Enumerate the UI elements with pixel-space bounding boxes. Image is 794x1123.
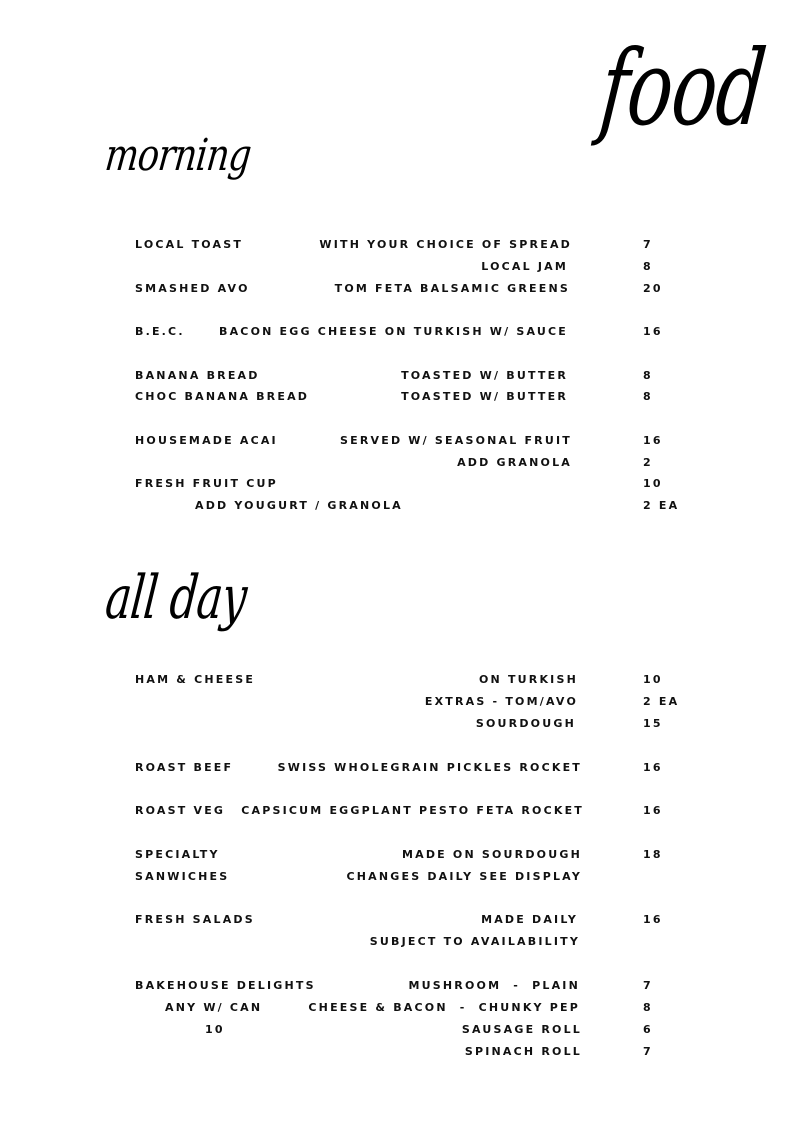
item-name: BAKEHOUSE DELIGHTS bbox=[135, 979, 316, 992]
item-description: TOASTED W/ BUTTER bbox=[401, 390, 568, 403]
item-description: SWISS WHOLEGRAIN PICKLES ROCKET bbox=[277, 761, 582, 774]
item-price: 16 bbox=[643, 325, 663, 338]
item-description: TOM FETA BALSAMIC GREENS bbox=[334, 282, 570, 295]
item-price: 15 bbox=[643, 717, 663, 730]
item-description: SOURDOUGH bbox=[475, 717, 576, 730]
item-description: CHEESE & BACON - CHUNKY PEP bbox=[308, 1001, 580, 1014]
item-price: 2 EA bbox=[643, 499, 680, 512]
item-price: 6 bbox=[643, 1023, 653, 1036]
item-price: 8 bbox=[643, 390, 653, 403]
item-price: 16 bbox=[643, 913, 663, 926]
item-name: ROAST VEG bbox=[135, 804, 226, 817]
allday-heading: all day bbox=[102, 563, 250, 633]
item-name: ROAST BEEF bbox=[135, 761, 234, 774]
item-name: FRESH FRUIT CUP bbox=[135, 477, 278, 490]
item-price: 2 bbox=[643, 456, 653, 469]
morning-heading: morning bbox=[102, 130, 254, 181]
item-price: 20 bbox=[643, 282, 663, 295]
item-description: MUSHROOM - PLAIN bbox=[408, 979, 580, 992]
item-price: 16 bbox=[643, 804, 663, 817]
item-name: FRESH SALADS bbox=[135, 913, 255, 926]
item-name: SANWICHES bbox=[135, 870, 230, 883]
item-price: 8 bbox=[643, 369, 653, 382]
item-description: EXTRAS - TOM/AVO bbox=[424, 695, 578, 708]
item-price: 2 EA bbox=[643, 695, 680, 708]
item-description: CHANGES DAILY SEE DISPLAY bbox=[346, 870, 582, 883]
item-name: HOUSEMADE ACAI bbox=[135, 434, 278, 447]
item-name: HAM & CHEESE bbox=[135, 673, 256, 686]
item-name: 10 bbox=[205, 1023, 225, 1036]
item-description: SUBJECT TO AVAILABILITY bbox=[369, 935, 580, 948]
item-name: BANANA BREAD bbox=[135, 369, 260, 382]
item-description: ON TURKISH bbox=[478, 673, 578, 686]
menu-title: food bbox=[595, 27, 771, 149]
item-description: SPINACH ROLL bbox=[464, 1045, 582, 1058]
item-price: 7 bbox=[643, 1045, 653, 1058]
item-description: MADE ON SOURDOUGH bbox=[401, 848, 582, 861]
item-price: 10 bbox=[643, 673, 663, 686]
item-name: SMASHED AVO bbox=[135, 282, 250, 295]
item-price: 16 bbox=[643, 761, 663, 774]
item-description: BACON EGG CHEESE ON TURKISH W/ SAUCE bbox=[219, 325, 568, 338]
item-description: WITH YOUR CHOICE OF SPREAD bbox=[319, 238, 572, 251]
item-name: LOCAL TOAST bbox=[135, 238, 244, 251]
item-name: SPECIALTY bbox=[135, 848, 220, 861]
item-description: CAPSICUM EGGPLANT PESTO FETA ROCKET bbox=[241, 804, 584, 817]
item-price: 10 bbox=[643, 477, 663, 490]
item-description: SERVED W/ SEASONAL FRUIT bbox=[340, 434, 572, 447]
item-price: 16 bbox=[643, 434, 663, 447]
item-name: ADD YOUGURT / GRANOLA bbox=[195, 499, 403, 512]
item-name: B.E.C. bbox=[135, 325, 185, 338]
item-description: ADD GRANOLA bbox=[457, 456, 572, 469]
item-price: 7 bbox=[643, 979, 653, 992]
item-name: ANY W/ CAN bbox=[165, 1001, 263, 1014]
item-description: MADE DAILY bbox=[481, 913, 578, 926]
item-price: 8 bbox=[643, 260, 653, 273]
item-price: 18 bbox=[643, 848, 663, 861]
item-description: SAUSAGE ROLL bbox=[461, 1023, 582, 1036]
item-name: CHOC BANANA BREAD bbox=[135, 390, 310, 403]
item-price: 7 bbox=[643, 238, 653, 251]
item-price: 8 bbox=[643, 1001, 653, 1014]
item-description: TOASTED W/ BUTTER bbox=[401, 369, 568, 382]
item-description: LOCAL JAM bbox=[481, 260, 568, 273]
